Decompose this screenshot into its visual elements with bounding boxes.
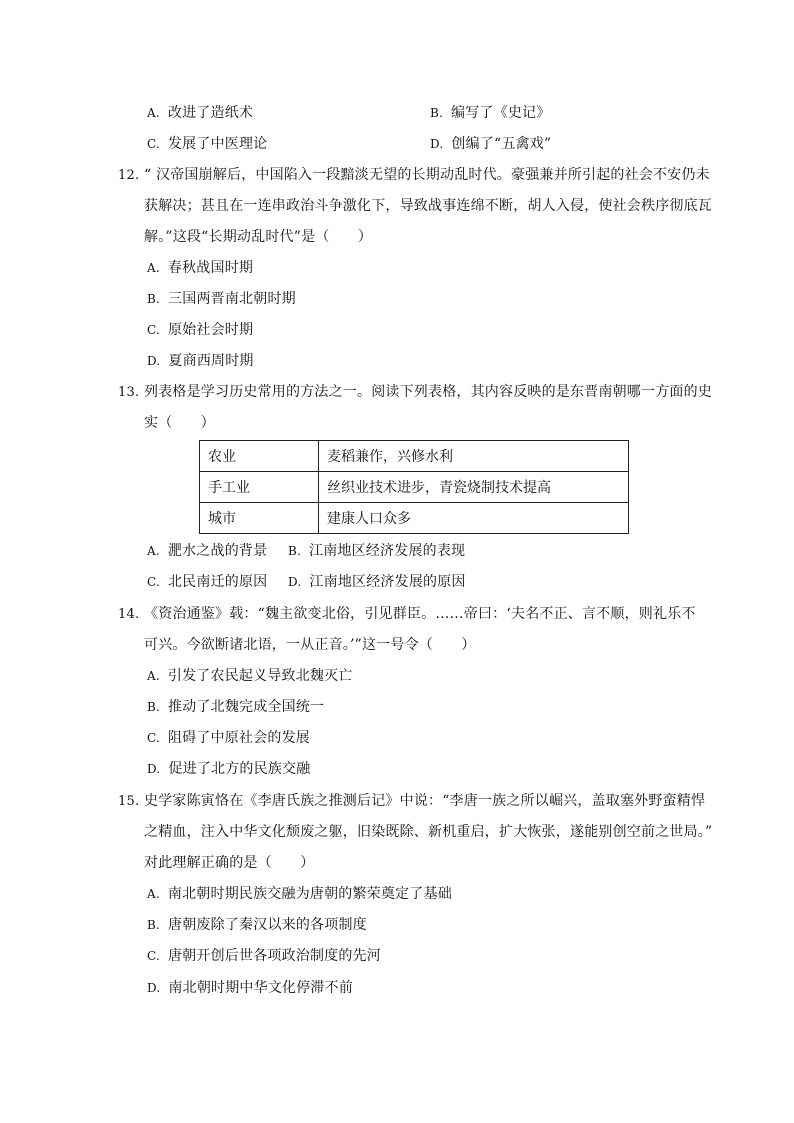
q14-stem-line-2: 可兴。今欲断诸北语，一从正音。’”这一号令（ ） xyxy=(144,637,476,653)
question-number: 14. xyxy=(118,607,140,622)
q12-option-b[interactable] xyxy=(147,289,296,309)
q15-option-b[interactable] xyxy=(147,915,367,935)
q12-stem-line-3: 解。”这段“长期动乱时代”是（ ） xyxy=(144,229,373,245)
option-letter: A. xyxy=(147,669,160,683)
option-letter: C. xyxy=(147,731,160,745)
table-cell-value: 麦稻兼作，兴修水利 xyxy=(319,441,629,472)
q15-option-c[interactable] xyxy=(147,946,381,966)
question-number: 15. xyxy=(118,794,140,809)
option-text: 南北朝时期民族交融为唐朝的繁荣奠定了基础 xyxy=(167,886,452,902)
option-letter: D. xyxy=(147,762,161,776)
q14-option-a[interactable] xyxy=(147,666,353,686)
option-letter: C. xyxy=(147,575,160,589)
option-text: 唐朝开创后世各项政治制度的先河 xyxy=(167,948,381,964)
q13-option-d[interactable] xyxy=(288,572,466,592)
q13-stem-line-2: 实（ ） xyxy=(144,415,215,431)
option-letter: A. xyxy=(147,261,160,275)
q12-option-a[interactable] xyxy=(147,258,253,278)
option-letter: A. xyxy=(147,544,160,558)
table-cell-key: 农业 xyxy=(200,441,319,472)
option-text: 改进了造纸术 xyxy=(167,105,254,121)
q11-option-a[interactable] xyxy=(147,103,253,123)
q13-option-c[interactable] xyxy=(147,572,267,592)
q13-option-a[interactable] xyxy=(147,541,267,561)
option-letter: D. xyxy=(147,981,161,995)
q13-table xyxy=(199,440,629,534)
q15-stem-line-1 xyxy=(118,791,705,812)
stem-text: “ 汉帝国崩解后，中国陷入一段黯淡无望的长期动乱时代。豪强兼并所引起的社会不安仍未 xyxy=(144,167,710,183)
table-row xyxy=(200,503,629,534)
option-text: 编写了《史记》 xyxy=(451,105,551,121)
table-cell-value: 丝织业技术进步，青瓷烧制技术提高 xyxy=(319,472,629,503)
option-letter: B. xyxy=(147,292,161,306)
option-letter: B. xyxy=(288,544,302,558)
stem-text: 列表格是学习历史常用的方法之一。阅读下列表格，其内容反映的是东晋南朝哪一方面的史 xyxy=(144,384,712,400)
option-letter: D. xyxy=(147,354,161,368)
option-text: 创编了“五禽戏” xyxy=(451,136,552,152)
q11-option-d[interactable] xyxy=(430,134,551,154)
option-text: 三国两晋南北朝时期 xyxy=(168,291,296,307)
option-letter: A. xyxy=(147,106,160,120)
q15-option-a[interactable] xyxy=(147,884,452,904)
table-row xyxy=(200,441,629,472)
option-text: 唐朝废除了秦汉以来的各项制度 xyxy=(168,917,367,933)
table-cell-key: 城市 xyxy=(200,503,319,534)
option-text: 江南地区经济发展的表现 xyxy=(309,543,466,559)
option-text: 原始社会时期 xyxy=(167,322,254,338)
table-cell-key: 手工业 xyxy=(200,472,319,503)
option-text: 引发了农民起义导致北魏灭亡 xyxy=(167,668,353,684)
option-letter: C. xyxy=(147,323,160,337)
q13-option-b[interactable] xyxy=(288,541,465,561)
option-text: 阻碍了中原社会的发展 xyxy=(167,730,310,746)
option-text: 南北朝时期中华文化停滞不前 xyxy=(168,980,354,996)
option-text: 夏商西周时期 xyxy=(168,353,254,369)
option-letter: B. xyxy=(430,106,444,120)
option-text: 江南地区经济发展的原因 xyxy=(309,574,466,590)
option-letter: C. xyxy=(147,949,160,963)
option-letter: B. xyxy=(147,700,161,714)
q15-stem-line-2: 之精血，注入中华文化颓废之躯，旧染既除、新机重启，扩大恢张，遂能别创空前之世局。” xyxy=(144,824,713,840)
option-letter: A. xyxy=(147,887,160,901)
option-letter: D. xyxy=(430,137,444,151)
q11-option-b[interactable] xyxy=(430,103,550,123)
q14-option-b[interactable] xyxy=(147,697,324,717)
q14-option-c[interactable] xyxy=(147,728,310,748)
q12-option-d[interactable] xyxy=(147,351,254,371)
table-cell-value: 建康人口众多 xyxy=(319,503,629,534)
option-text: 春秋战国时期 xyxy=(167,260,254,276)
q13-stem-line-1 xyxy=(118,382,712,403)
option-text: 北民南迁的原因 xyxy=(167,574,268,590)
q15-option-d[interactable] xyxy=(147,978,353,998)
option-letter: C. xyxy=(147,137,160,151)
option-text: 发展了中医理论 xyxy=(167,136,268,152)
option-text: 促进了北方的民族交融 xyxy=(168,761,311,777)
q14-stem-line-1 xyxy=(118,604,696,625)
q12-option-c[interactable] xyxy=(147,320,253,340)
q14-option-d[interactable] xyxy=(147,759,310,779)
q12-stem-line-2: 获解决；甚且在一连串政治斗争激化下，导致战事连绵不断，胡人入侵，使社会秩序彻底瓦 xyxy=(144,198,712,214)
table-row xyxy=(200,472,629,503)
option-text: 淝水之战的背景 xyxy=(167,543,268,559)
option-text: 推动了北魏完成全国统一 xyxy=(168,699,325,715)
q15-stem-line-3: 对此理解正确的是（ ） xyxy=(144,855,315,871)
stem-text: 史学家陈寅恪在《李唐氏族之推测后记》中说：“李唐一族之所以崛兴，盖取塞外野蛮精悍 xyxy=(144,793,706,809)
question-number: 12. xyxy=(118,168,140,183)
option-letter: B. xyxy=(147,918,161,932)
question-number: 13. xyxy=(118,385,140,400)
q12-stem-line-1 xyxy=(118,165,710,186)
stem-text: 《资治通鉴》载：“魏主欲变北俗，引见群臣。……帝曰：‘夫名不正、言不顺，则礼乐不 xyxy=(144,606,696,622)
option-letter: D. xyxy=(288,575,302,589)
q11-option-c[interactable] xyxy=(147,134,267,154)
